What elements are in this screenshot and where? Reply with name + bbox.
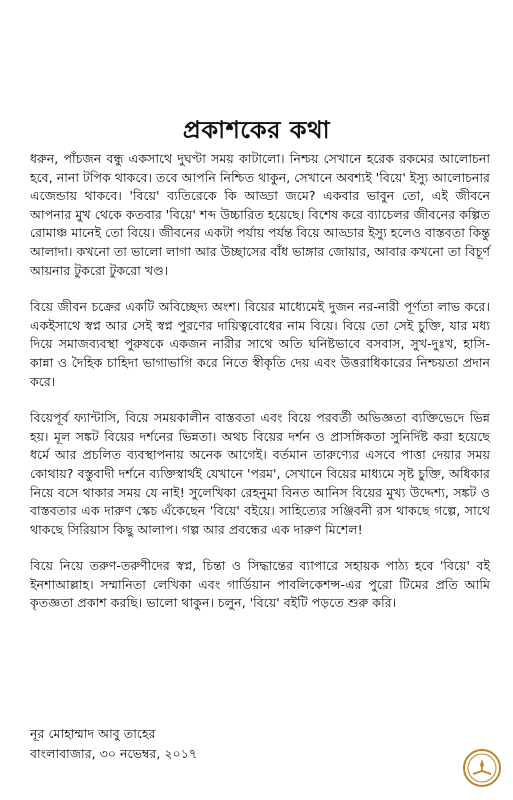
preface-body	[30, 150, 490, 631]
paragraph-4: বিয়ে নিয়ে তরুণ-তরুণীদের স্বপ্ন, চিন্তা ও সিদ্ধান্তের ব্যাপারে সহায়ক পাঠ্য হবে 'বিয়ে' বই ইনশাআল্লাহ। সম্মানিতা লেখিকা এবং গার্ডিয়ান পাবলিকেশন্স-এর পুরো টিমের প্রতি আমি কৃতজ্ঞতা প্রকাশ করছি। ভালো থাকুন। চলুন, 'বিয়ে' বইটি পড়তে শুরু করি।	[30, 558, 490, 611]
signature-block	[30, 724, 330, 764]
signature-place-date: বাংলাবাজার, ৩০ নভেম্বর, ২০১৭	[30, 746, 198, 761]
paragraph-2: বিয়ে জীবন চক্রের একটি অবিচ্ছেদ্য অংশ। বিয়ের মাধ্যেমেই দুজন নর-নারী পূর্ণতা লাভ করে। একইসাথে স্বপ্ন আর সেই স্বপ্ন পুরণের দায়িত্ববোধের নাম বিয়ে। বিয়ে তো সেই চুক্তি, যার মধ্য দিয়ে সমাজব্যবস্থা পুরুষকে একজন নারীর সাথে অতি ঘনিষ্টভাবে বসবাস, সুখ-দুঃখ, হাসি-কান্না ও দৈহিক চাহিদা ভাগাভাগি করে নিতে স্বীকৃতি দেয় এবং উত্তরাধিকারের নিশ্চয়তা প্রদান করে।	[30, 299, 490, 389]
publisher-logo-icon	[462, 748, 502, 788]
signature-name: নূর মোহাম্মাদ আবু তাহের	[30, 726, 156, 741]
page-title: প্রকাশকের কথা	[182, 116, 331, 144]
paragraph-3: বিয়েপূর্ব ফ্যান্টাসি, বিয়ে সময়কালীন বাস্তবতা এবং বিয়ে পরবর্তী অভিজ্ঞতা ব্যক্তিভেদে ভিন্ন হয়। মূল সঙ্কট বিয়ের দর্শনের ভিন্নতা। অথচ বিয়ের দর্শন ও প্রাসঙ্গিকতা সুনির্দিষ্ট করা হয়েছে ধর্মে আর প্রচলিত ব্যবস্থাপনায় অনেক আগেই। বর্তমান তারুণ্যের এসবে পাত্তা দেয়ার সময় কোথায়? বস্তুবাদী দর্শনে ব্যক্তিস্বার্থই যেখানে 'পরম', সেখানে বিয়ের মাধ্যমে সৃষ্ট চুক্তি, অধিকার নিয়ে বসে থাকার সময় যে নাই! সুলেখিকা রেহনুমা বিনত আনিস বিয়ের মুখ্য উদ্দেশ্য, সঙ্কট ও বাস্তবতার এক দারুণ স্কেচ এঁকেছেন 'বিয়ে' বইয়ে। সাহিত্যের সঞ্জিবনী রস থাকছে গল্পে, সাথে থাকছে সিরিয়াস কিছু আলাপ। গল্প আর প্রবন্ধের এক দারুণ মিশেল!	[30, 410, 490, 537]
paragraph-1: ধরুন, পাঁচজন বন্ধু একসাথে দুঘণ্টা সময় কাটালো। নিশ্চয় সেখানে হরেক রকমের আলোচনা হবে, নানা টপিক থাকবে। তবে আপনি নিশ্চিত থাকুন, সেখানে অবশ্যই 'বিয়ে' ইস্যু আলোচনার এজেন্ডায় থাকবে। 'বিয়ে' ব্যতিরেকে কি আড্ডা জমে? একবার ভাবুন তো, এই জীবনে আপনার মুখ থেকে কতবার 'বিয়ে' শব্দ উচ্চারিত হয়েছে। বিশেষ করে ব্যাচেলর জীবনের কল্পিত রোমাঞ্চ মানেই তো বিয়ে। জীবনের একটা পর্যায় পর্যন্ত বিয়ে আড্ডার ইস্যু হলেও বাস্তবতা কিন্তু আলাদা। কখনো তা ভালো লাগা আর উচ্ছাসের বাঁধ ভাঙ্গার জোয়ার, আবার কখনো তা বিচূর্ণ আয়নার টুকরো টুকরো খণ্ড।	[30, 151, 490, 278]
